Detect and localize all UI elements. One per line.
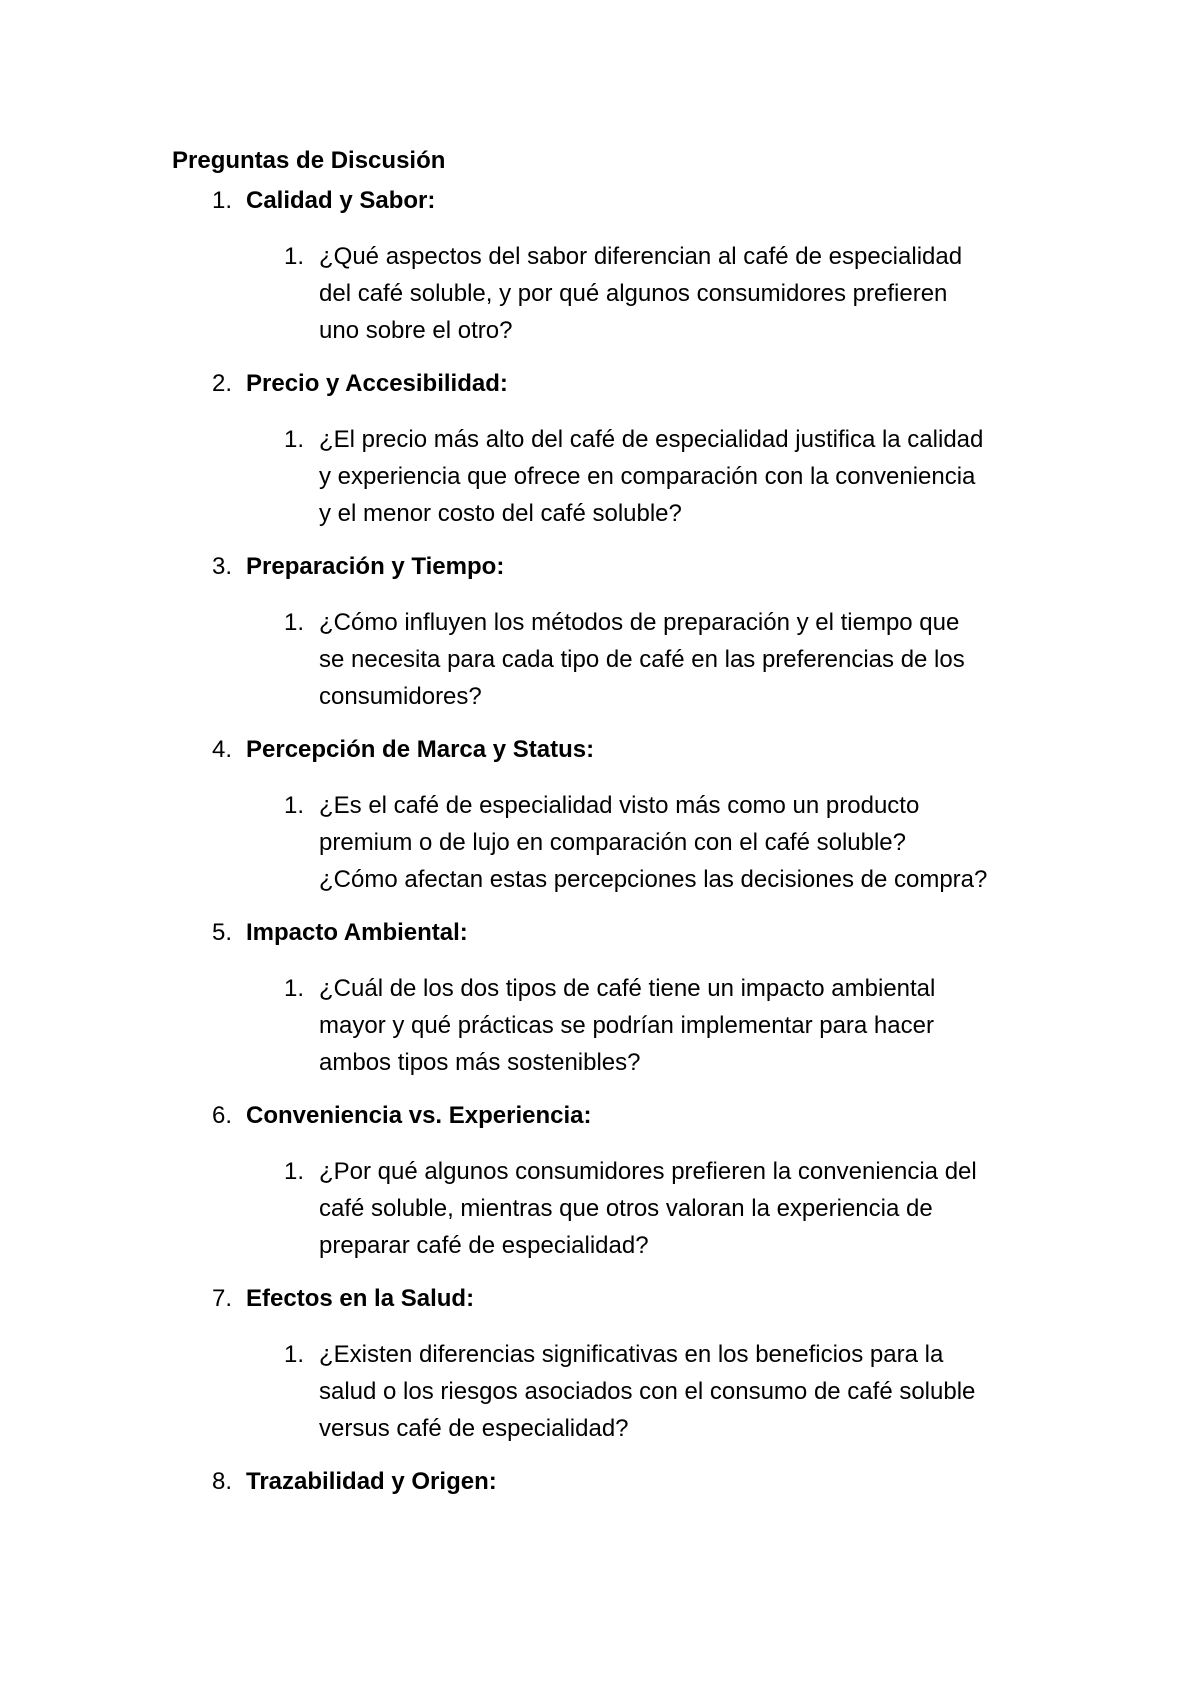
section-heading: Calidad y Sabor:	[246, 187, 436, 214]
question-text	[319, 421, 1039, 532]
question-text-line: ambos tipos más sostenibles?	[319, 1049, 641, 1076]
section-heading-row	[0, 735, 1200, 765]
section-number: 3.	[211, 553, 232, 580]
question-text-line: ¿Cómo influyen los métodos de preparación y el tiempo que	[319, 609, 960, 636]
section-heading: Efectos en la Salud:	[246, 1285, 475, 1312]
question-number: 1.	[283, 975, 304, 1002]
document-title: Preguntas de Discusión	[172, 147, 446, 174]
question-number: 1.	[283, 243, 304, 270]
question-text-line: ¿El precio más alto del café de especialidad justifica la calidad	[319, 426, 984, 453]
section-number: 2.	[211, 370, 232, 397]
question-text-line: del café soluble, y por qué algunos consumidores prefieren	[319, 280, 948, 307]
section-number: 7.	[211, 1285, 232, 1312]
section-number: 6.	[211, 1102, 232, 1129]
section-number: 8.	[211, 1468, 232, 1495]
section-number: 5.	[211, 919, 232, 946]
question-text	[319, 970, 1039, 1081]
question-text	[319, 604, 1039, 715]
question-text-line: ¿Cuál de los dos tipos de café tiene un impacto ambiental	[319, 975, 936, 1002]
question-text-line: se necesita para cada tipo de café en las preferencias de los	[319, 646, 965, 673]
question-text-line: premium o de lujo en comparación con el café soluble?	[319, 829, 907, 856]
section-heading: Precio y Accesibilidad:	[246, 370, 508, 397]
question-text-line: preparar café de especialidad?	[319, 1232, 649, 1259]
question-text-line: mayor y qué prácticas se podrían implementar para hacer	[319, 1012, 934, 1039]
section-heading-row	[0, 552, 1200, 582]
question-text-line: y experiencia que ofrece en comparación con la conveniencia	[319, 463, 976, 490]
question-number: 1.	[283, 1341, 304, 1368]
question-number: 1.	[283, 792, 304, 819]
question-text-line: ¿Es el café de especialidad visto más como un producto	[319, 792, 920, 819]
question-text-line: café soluble, mientras que otros valoran la experiencia de	[319, 1195, 933, 1222]
question-text-line: ¿Por qué algunos consumidores prefieren la conveniencia del	[319, 1158, 977, 1185]
section-heading: Conveniencia vs. Experiencia:	[246, 1102, 592, 1129]
section-number: 4.	[211, 736, 232, 763]
question-text-line: consumidores?	[319, 683, 482, 710]
question-text-line: versus café de especialidad?	[319, 1415, 629, 1442]
question-text-line: ¿Cómo afectan estas percepciones las decisiones de compra?	[319, 866, 988, 893]
question-text-line: uno sobre el otro?	[319, 317, 513, 344]
question-text-line: ¿Qué aspectos del sabor diferencian al café de especialidad	[319, 243, 963, 270]
question-text-line: y el menor costo del café soluble?	[319, 500, 682, 527]
section-heading-row	[0, 1284, 1200, 1314]
section-heading-row	[0, 918, 1200, 948]
question-number: 1.	[283, 426, 304, 453]
section-heading-row	[0, 1467, 1200, 1497]
question-text	[319, 1153, 1039, 1264]
section-heading-row	[0, 369, 1200, 399]
section-heading: Preparación y Tiempo:	[246, 553, 505, 580]
section-heading: Impacto Ambiental:	[246, 919, 468, 946]
question-text-line: salud o los riesgos asociados con el consumo de café soluble	[319, 1378, 976, 1405]
question-number: 1.	[283, 1158, 304, 1185]
section-number: 1.	[211, 187, 232, 214]
section-heading: Percepción de Marca y Status:	[246, 736, 595, 763]
question-number: 1.	[283, 609, 304, 636]
question-text-line: ¿Existen diferencias significativas en los beneficios para la	[319, 1341, 944, 1368]
section-heading: Trazabilidad y Origen:	[246, 1468, 497, 1495]
question-text	[319, 238, 1039, 349]
question-text	[319, 787, 1039, 898]
section-heading-row	[0, 1101, 1200, 1131]
section-heading-row	[0, 186, 1200, 216]
question-text	[319, 1336, 1039, 1447]
